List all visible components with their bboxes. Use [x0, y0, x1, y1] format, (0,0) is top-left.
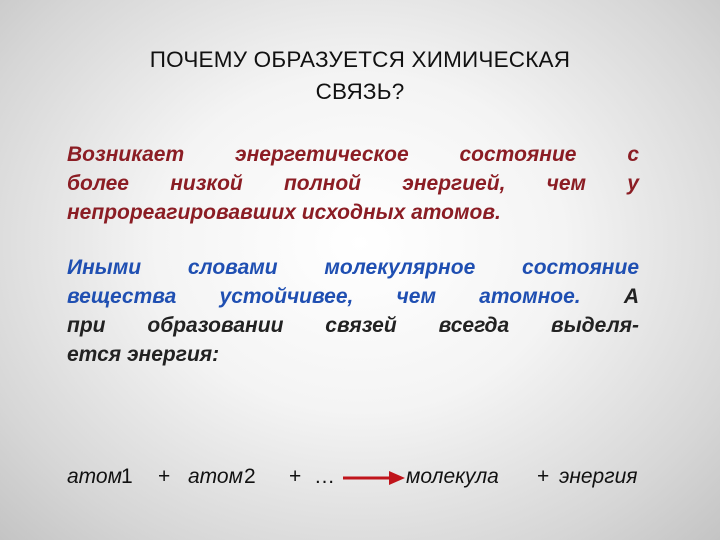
reactant-2-word: атом [188, 465, 244, 488]
product-molecule: молекула [406, 465, 499, 488]
paragraph-energy-state [67, 140, 639, 227]
ellipsis: … [314, 465, 335, 488]
reactant-1-number: 1 [121, 465, 133, 488]
paragraph2-line-1: Иными словами молекулярное состояние [67, 256, 639, 279]
paragraph2-line-2 [67, 282, 639, 311]
paragraph1-line-1: Возникает энергетическое состояние с [67, 143, 639, 166]
right-arrow-icon [343, 468, 405, 488]
title-line-2: СВЯЗЬ? [315, 79, 405, 104]
paragraph2-line-3: при образовании связей всегда выделя- [67, 314, 639, 337]
product-energy: энергия [559, 465, 638, 488]
paragraph-molecular-state [67, 253, 639, 369]
reactant-2-number: 2 [244, 465, 256, 488]
title-line-1: ПОЧЕМУ ОБРАЗУЕТСЯ ХИМИЧЕСКАЯ [149, 47, 571, 72]
plus-sign-3: + [537, 465, 550, 488]
slide-title [60, 44, 660, 108]
plus-sign-2: + [289, 465, 302, 488]
paragraph1-line-3: непрореагировавших исходных атомов. [67, 201, 501, 224]
paragraph2-line-2-blue: вещества устойчивее, чем атомное. [67, 285, 581, 308]
reactant-1-word: атом [67, 465, 123, 488]
paragraph1-line-2: более низкой полной энергией, чем у [67, 172, 639, 195]
plus-sign-1: + [158, 465, 171, 488]
paragraph2-line-4: ется энергия: [67, 343, 220, 366]
paragraph2-line-2-black: А [623, 285, 639, 308]
